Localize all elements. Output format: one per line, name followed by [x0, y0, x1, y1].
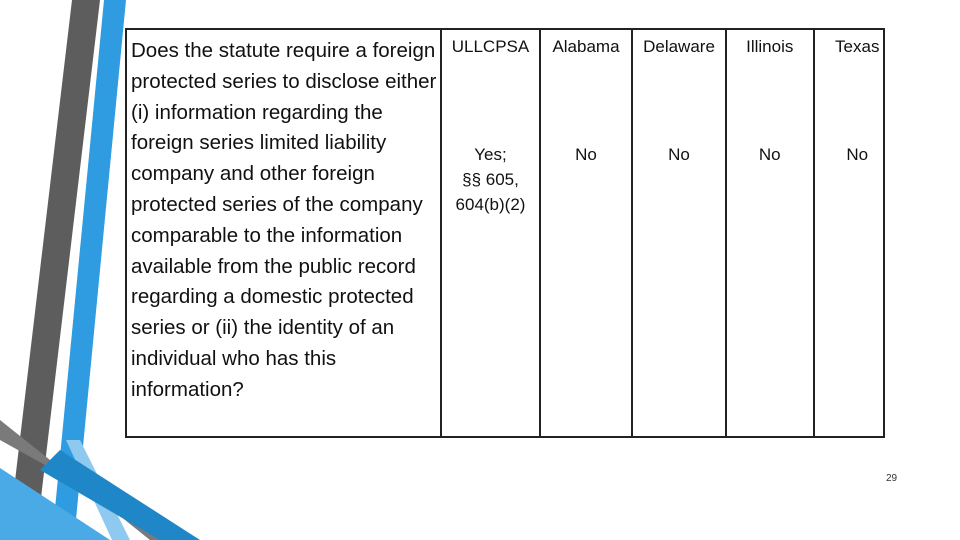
answer-line: Yes; — [474, 145, 507, 164]
column-header: ULLCPSA — [451, 37, 530, 56]
answer-text: No — [758, 145, 781, 164]
question-cell — [127, 30, 440, 436]
comparison-table — [125, 28, 885, 438]
column-texas — [813, 30, 901, 436]
column-illinois — [727, 30, 813, 436]
answer-text: No — [575, 145, 597, 164]
answer-line: §§ 605, — [462, 170, 519, 189]
column-delaware — [631, 30, 725, 436]
column-alabama — [539, 30, 631, 436]
answer-text: No — [668, 145, 690, 164]
question-text: Does the statute require a foreign protected series to disclose either (i) information regarding the foreign series limited liability company and other foreign protected series of the company comparable to the information available from the public record regarding a domestic protected series or (ii) the identity of an individual who has this information? — [131, 39, 437, 401]
column-group-illinois-texas — [725, 30, 900, 436]
answer-text: No — [846, 145, 869, 164]
column-header: Illinois — [746, 37, 794, 56]
column-header: Alabama — [552, 37, 620, 56]
answer-line: 604(b)(2) — [455, 195, 526, 214]
column-header: Delaware — [643, 37, 715, 56]
column-header: Texas — [835, 37, 880, 56]
column-ullcpsa — [440, 30, 539, 436]
answer-text — [456, 142, 526, 217]
page-number: 29 — [886, 473, 898, 484]
